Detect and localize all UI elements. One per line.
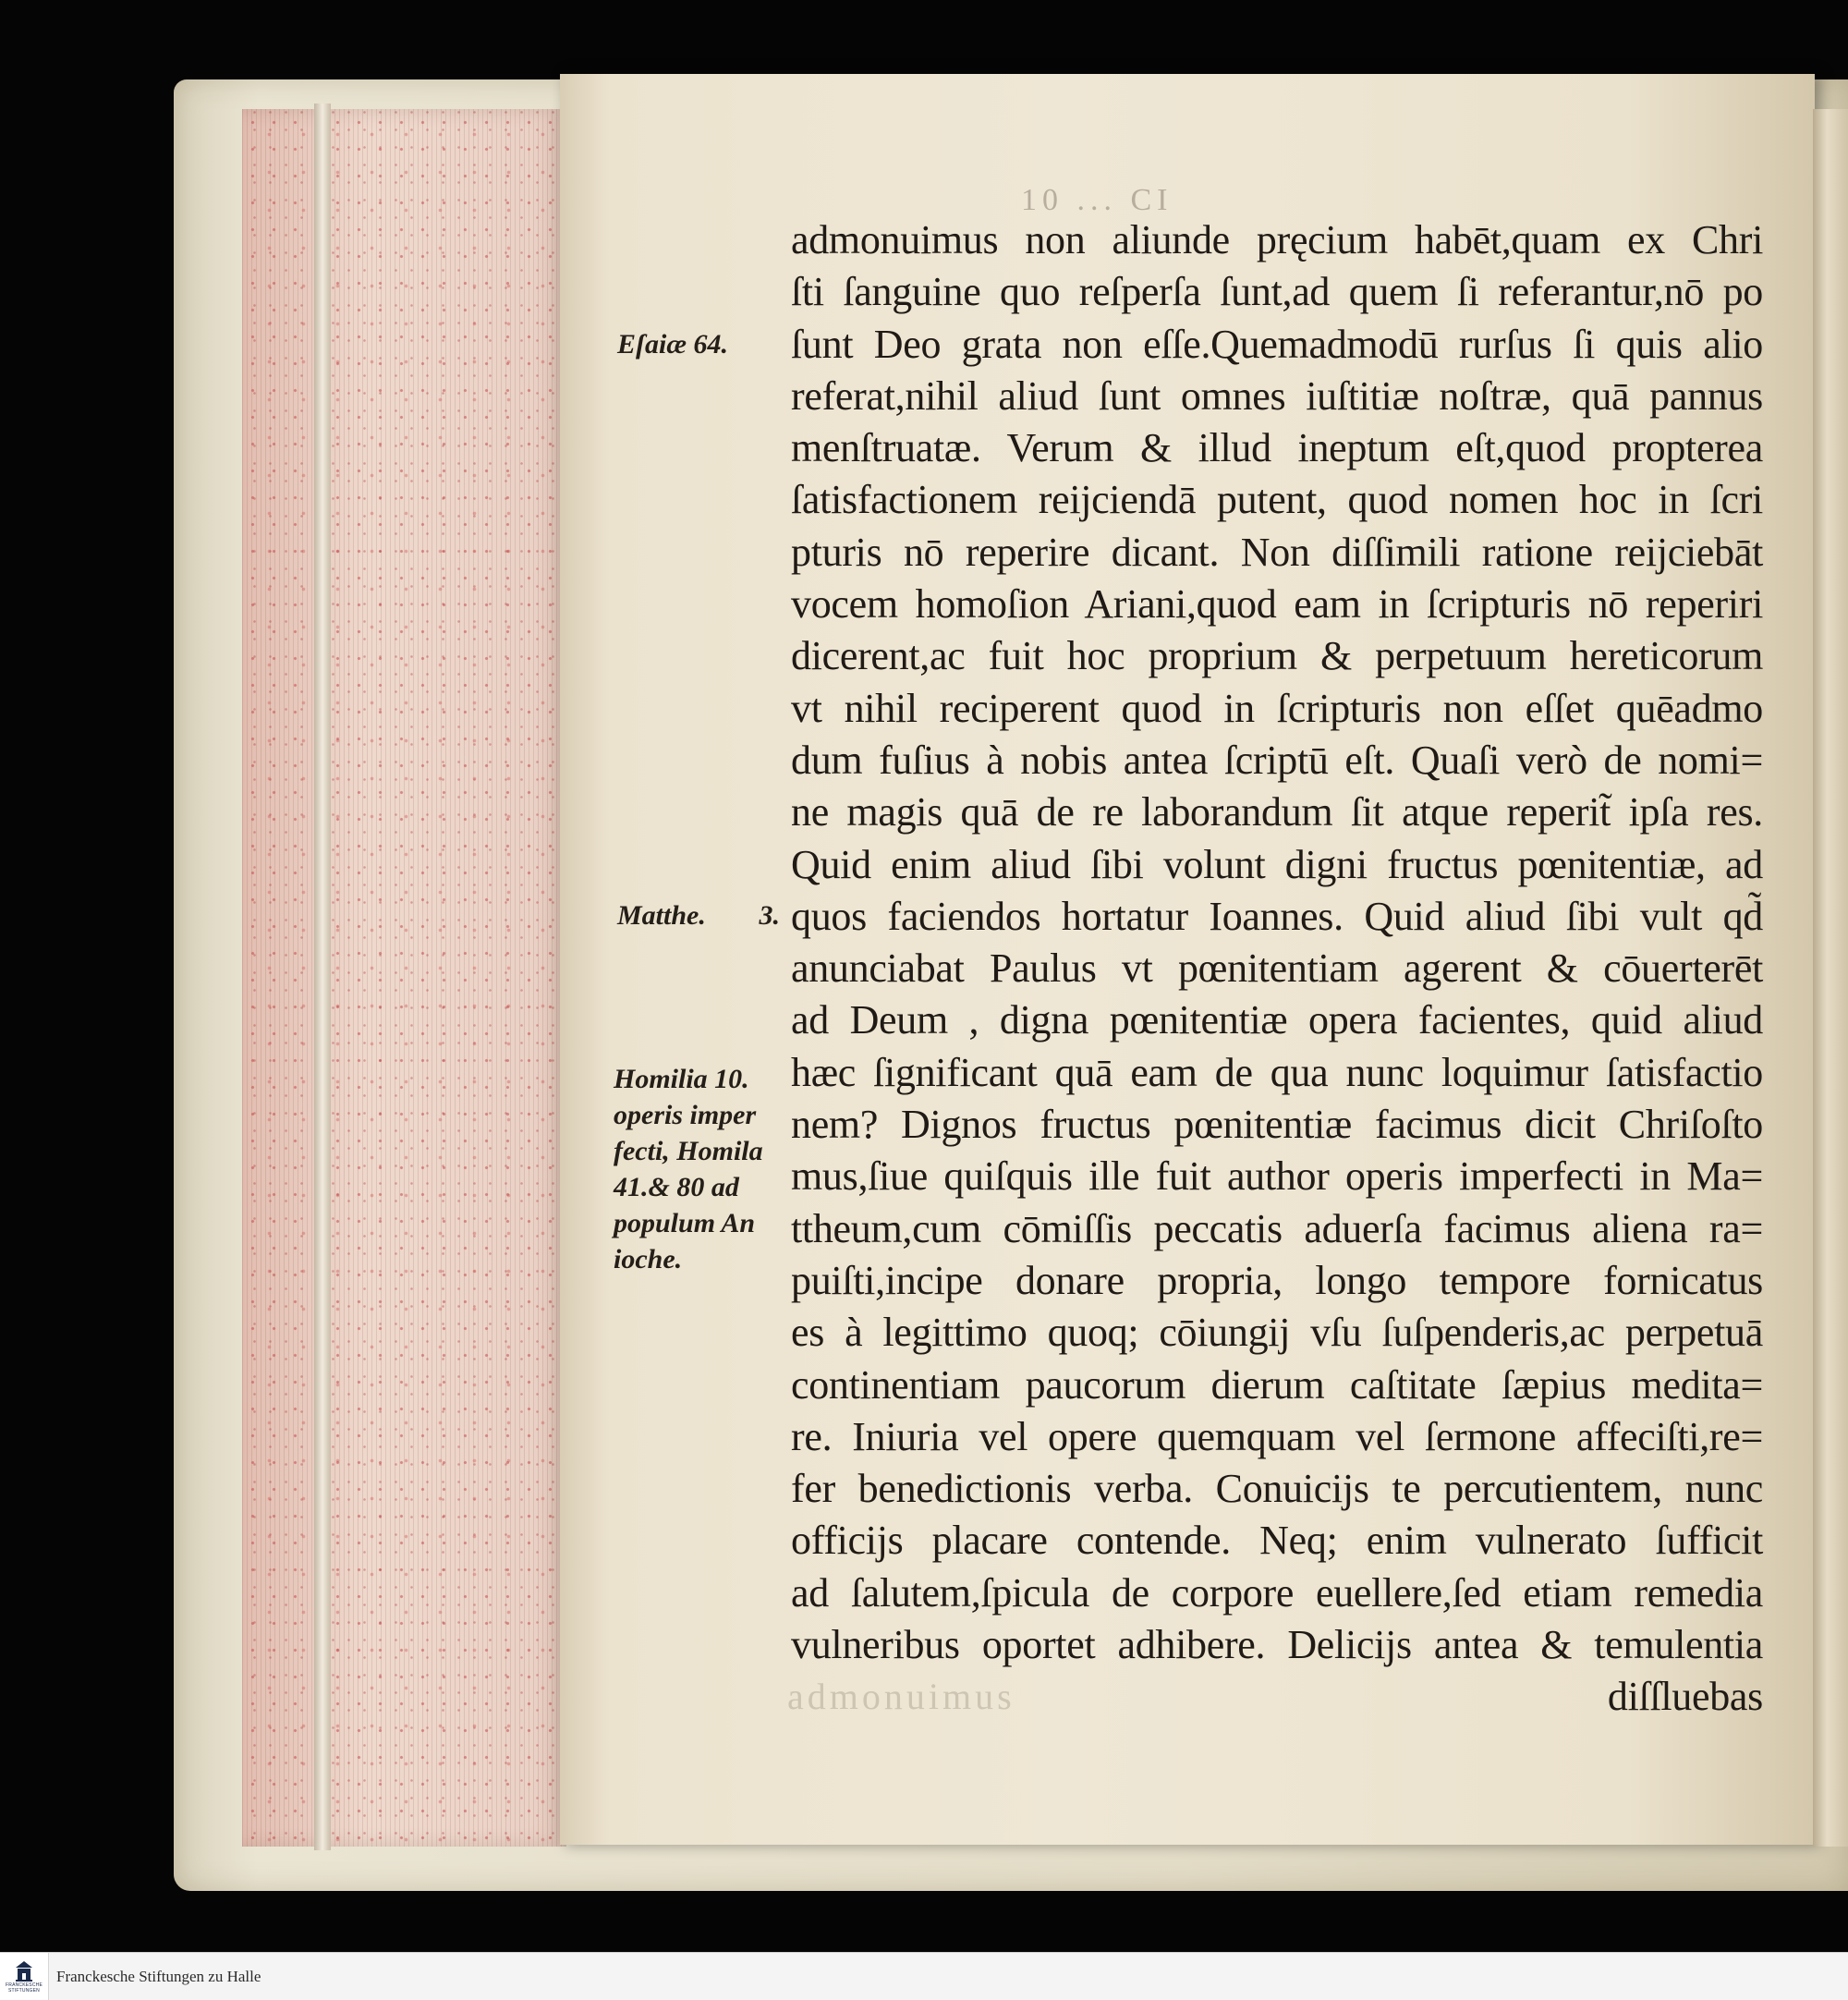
text-line: ad ſalutem,ſpicula de corpore euellere,ſed etiam remedia [791, 1569, 1763, 1616]
margin-note-matthe-book: Matthe. [617, 900, 706, 931]
logo-caption-1: FRANCKESCHE [6, 1982, 43, 1988]
text-line: dum fuſius à nobis antea ſcriptū eſt. Quaſi verò de nomi= [791, 737, 1763, 783]
show-through-text: admonuimus [787, 1676, 1015, 1717]
margin-note-matthe [617, 899, 780, 932]
binding-board-edge [314, 104, 331, 1850]
margin-note-matthe-chapter: 3. [759, 900, 780, 931]
margin-note-homilia [614, 1061, 763, 1277]
text-line: continentiam paucorum dierum caſtitate ſæpius medita= [791, 1361, 1763, 1408]
text-line: referat,nihil aliud ſunt omnes iuſtitiæ noſtræ, quā pannus [791, 372, 1763, 419]
margin-note-line: ioche. [614, 1244, 683, 1274]
text-line: quos faciendos hortatur Ioannes. Quid aliud ſibi vult qd̃ [791, 893, 1763, 939]
text-line: nem? Dignos fructus pœnitentiæ facimus dicit Chriſoſto [791, 1102, 1763, 1148]
text-line: vt nihil reciperent quod in ſcripturis non eſſet quēadmo [791, 685, 1763, 731]
text-line: admonuimus non aliunde pręcium habēt,quam ex Chri [791, 217, 1763, 262]
text-line: dicerent,ac fuit hoc proprium & perpetuum hereticorum [791, 633, 1763, 679]
text-line: puiſti,incipe donare propria, longo tempore fornicatus [791, 1257, 1763, 1303]
text-line: ad Deum , digna pœnitentiæ opera facientes, quid aliud [791, 997, 1763, 1043]
facing-page-edge [1813, 109, 1848, 1847]
text-line: es à legittimo quoq; cōiungij vſu ſuſpenderis,ac perpetuā [791, 1310, 1763, 1356]
logo-caption-2: STIFTUNGEN [8, 1987, 40, 1994]
text-line: vulneribus oportet adhibere. Delicijs antea & temulentia [791, 1622, 1763, 1668]
text-line: officijs placare contende. Neq; enim vulnerato ſufficit [791, 1518, 1763, 1564]
text-line: ſunt Deo grata non eſſe.Quemadmodū rurſus ſi quis alio [791, 321, 1763, 367]
margin-note-line: operis imper [614, 1100, 757, 1130]
text-line: menſtruatæ. Verum & illud ineptum eſt,quod propterea [791, 425, 1763, 471]
footer-bar [0, 1952, 1848, 2000]
text-line: mus,ſiue quiſquis ille fuit author operis imperfecti in Ma= [791, 1153, 1763, 1200]
text-line: re. Iniuria vel opere quemquam vel ſermone affeciſti,re= [791, 1413, 1763, 1459]
text-line: vocem homoſion Ariani,quod eam in ſcripturis nō reperiri [791, 581, 1763, 628]
text-line: ne magis quā de re laborandum ſit atque reperit̃ ipſa res. [791, 789, 1763, 835]
margin-note-line: Homilia 10. [614, 1064, 749, 1094]
text-line: fer benedictionis verba. Conuicijs te percutientem, nunc [791, 1466, 1763, 1512]
institution-name: Franckesche Stiftungen zu Halle [56, 1967, 261, 1985]
margin-note-line: 41.& 80 ad [614, 1172, 739, 1202]
text-line: diſſluebas [1607, 1674, 1763, 1720]
building-icon [14, 1960, 34, 1982]
institution-logo [0, 1953, 49, 2000]
margin-note-line: populum An [614, 1208, 756, 1238]
running-head: 10 ... CI [1021, 183, 1173, 217]
text-line: anunciabat Paulus vt pœnitentiam agerent & cōuerterēt [791, 945, 1763, 992]
main-text-block [791, 214, 1763, 1724]
text-line: ttheum,cum cōmiſſis peccatis aduerſa facimus aliena ra= [791, 1205, 1763, 1251]
text-line: ſti ſanguine quo reſperſa ſunt,ad quem ſi referantur,nō po [791, 269, 1763, 315]
text-line: hæc ſignificant quā eam de qua nunc loquimur ſatisfactio [791, 1049, 1763, 1095]
margin-note-line: fecti, Homila [614, 1136, 763, 1166]
margin-note-esaia: Eſaiæ 64. [617, 329, 728, 360]
text-line: ſatisfactionem reijciendā putent, quod nomen hoc in ſcri [791, 477, 1763, 523]
text-line: Quid enim aliud ſibi volunt digni fructus pœnitentiæ, ad [791, 841, 1763, 887]
sprinkled-fore-edge [242, 109, 566, 1847]
text-line: pturis nō reperire dicant. Non diſſimili ratione reijciebāt [791, 529, 1763, 575]
